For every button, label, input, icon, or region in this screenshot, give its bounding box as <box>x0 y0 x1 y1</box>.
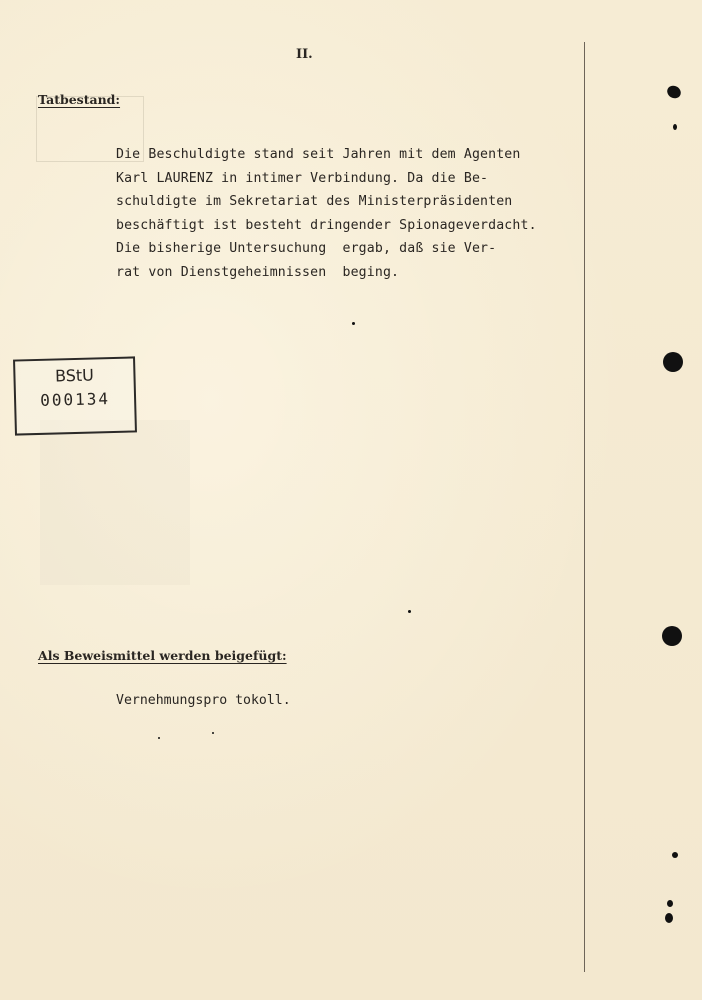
facts-line: beschäftigt ist besteht dringender Spionageverdacht. <box>116 217 537 233</box>
ink-speck <box>408 610 411 613</box>
section-number: II. <box>296 47 313 62</box>
punch-hole <box>663 352 683 372</box>
ink-speck <box>672 852 678 858</box>
facts-paragraph <box>116 143 586 284</box>
stamp-title: BStU <box>54 365 95 386</box>
ink-speck <box>352 322 355 325</box>
facts-line: schuldigte im Sekretariat des Ministerpräsidenten <box>116 194 513 209</box>
ink-speck <box>667 900 673 907</box>
facts-heading: Tatbestand: <box>38 92 121 107</box>
ink-speck <box>158 737 160 739</box>
facts-line: Die bisherige Untersuchung ergab, daß sie Ver- <box>116 241 497 256</box>
evidence-item: Vernehmungspro tokoll. <box>116 693 291 708</box>
ink-speck <box>665 913 673 923</box>
evidence-heading: Als Beweismittel werden beigefügt: <box>38 648 287 663</box>
archive-stamp <box>13 356 137 435</box>
show-through-area <box>40 420 190 585</box>
ink-speck <box>665 83 683 100</box>
facts-line: rat von Dienstgeheimnissen beging. <box>116 264 400 280</box>
ink-speck <box>673 124 677 130</box>
stamp-number: 000134 <box>39 389 111 410</box>
punch-hole <box>662 626 682 646</box>
ink-speck <box>212 732 214 734</box>
facts-line: Karl LAURENZ in intimer Verbindung. Da die Be- <box>116 170 489 186</box>
facts-line: Die Beschuldigte stand seit Jahren mit dem Agenten <box>116 147 521 162</box>
